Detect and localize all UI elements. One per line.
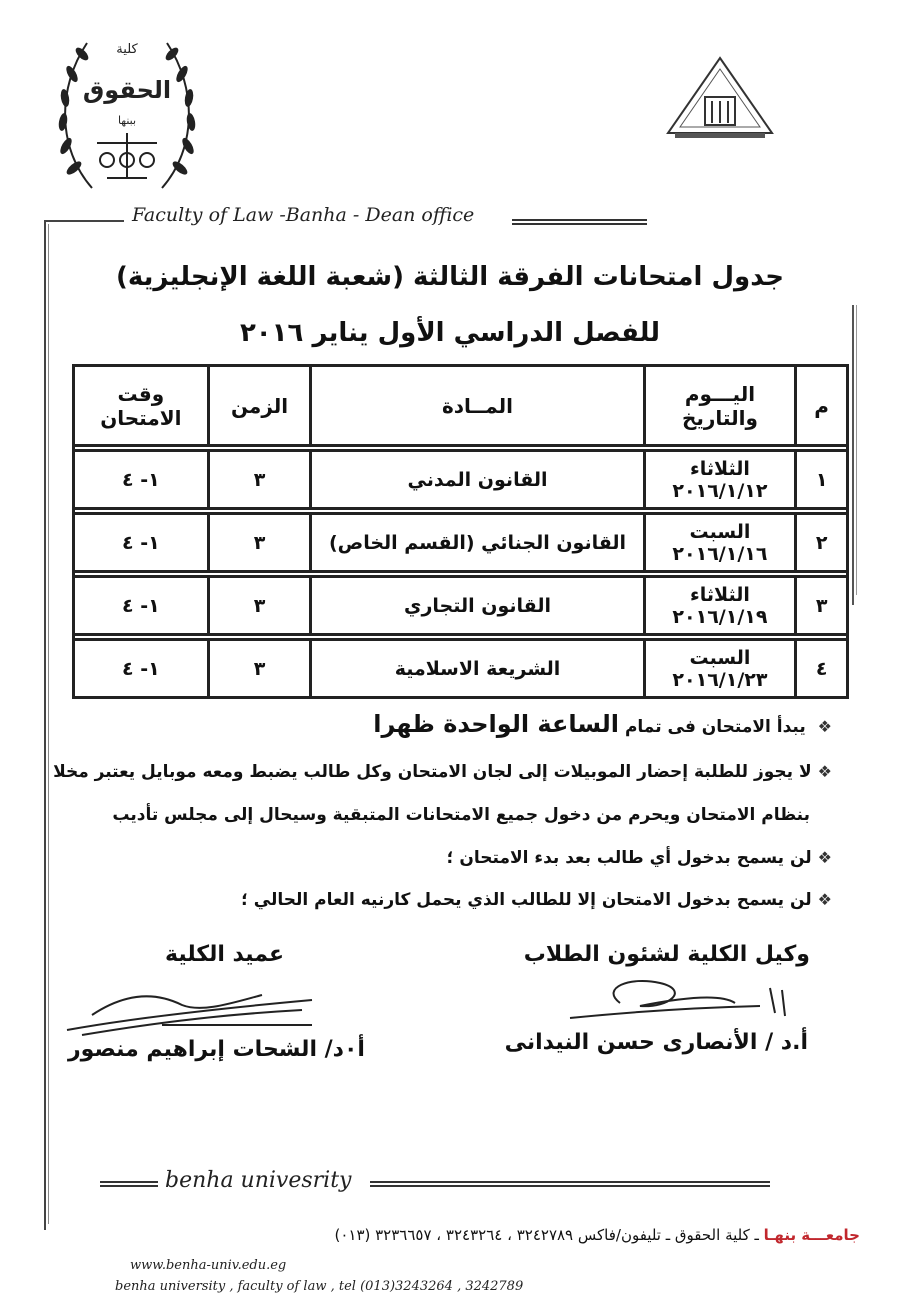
header-subject: المــادة <box>311 366 644 446</box>
dean-title: عميد الكلية <box>165 942 285 967</box>
row-duration: ٣ <box>208 514 311 572</box>
header-exam-time: وقت الامتحان <box>74 366 209 446</box>
header-day-date: اليـــوم والتاريخ <box>644 366 796 446</box>
row-num: ١ <box>796 451 848 509</box>
logo-text-top: كلية <box>116 42 138 57</box>
frame-right-border <box>852 305 854 605</box>
row-duration: ٣ <box>208 577 311 635</box>
row-exam-time: ١- ٤ <box>74 640 209 698</box>
page-title: جدول امتحانات الفرقة الثالثة (شعبة اللغة الإنجليزية) <box>116 262 784 292</box>
header-office-line: Faculty of Law -Banha - Dean office <box>132 204 475 226</box>
table-header-row <box>74 366 848 446</box>
row-date: ٢٠١٦/١/١٦ <box>672 542 768 565</box>
row-date: ٢٠١٦/١/٢٣ <box>672 668 768 691</box>
exam-schedule-table <box>72 364 849 699</box>
table-row <box>74 577 848 635</box>
row-day: السبت <box>689 646 751 669</box>
row-subject: الشريعة الاسلامية <box>311 640 644 698</box>
frame-left-border <box>44 220 46 1230</box>
row-day: الثلاثاء <box>690 583 750 606</box>
frame-right-inner-border <box>856 305 857 595</box>
note-mobile-line1: لا يجوز للطلبة إحضار الموبيلات إلى لجان الامتحان وكل طالب يضبط ومعه موبايل يعتبر مخلا <box>53 762 812 782</box>
frame-top-segment <box>44 220 124 222</box>
row-date: ٢٠١٦/١/١٩ <box>672 605 768 628</box>
diamond-bullet-icon: ❖ <box>817 848 832 867</box>
row-exam-time: ١- ٤ <box>74 451 209 509</box>
dean-name: أ٠د/ الشحات إبراهيم منصور <box>68 1037 365 1062</box>
footer-divider-right <box>370 1181 770 1187</box>
dean-signature-icon <box>62 985 322 1045</box>
table-row <box>74 514 848 572</box>
note-start-emphasis: الساعة الواحدة ظهرا <box>373 710 620 738</box>
row-num: ٤ <box>796 640 848 698</box>
row-num: ٣ <box>796 577 848 635</box>
table-row <box>74 640 848 698</box>
row-day-date <box>644 451 796 509</box>
row-exam-time: ١- ٤ <box>74 514 209 572</box>
note-mobile-ban <box>53 762 832 782</box>
diamond-bullet-icon: ❖ <box>817 890 832 909</box>
vice-dean-title: وكيل الكلية لشئون الطلاب <box>523 942 810 967</box>
vice-dean-signature-icon <box>560 968 800 1028</box>
row-subject: القانون المدني <box>311 451 644 509</box>
footer-small-contact: benha university , faculty of law , tel (013)3243264 , 3242789 <box>115 1279 524 1294</box>
row-day-date <box>644 514 796 572</box>
diamond-bullet-icon: ❖ <box>817 762 832 781</box>
note-id-text: لن يسمح بدخول الامتحان إلا للطالب الذي يحمل كارنيه العام الحالي ؛ <box>241 890 812 910</box>
header-divider <box>512 219 647 225</box>
footer-contact-details: ـ كلية الحقوق ـ تليفون/فاكس ٣٢٤٢٧٨٩ ، ٣٢٤٣٢٦٤ ، ٣٢٣٦٦٥٧ (٠١٣) <box>334 1226 764 1244</box>
row-num: ٢ <box>796 514 848 572</box>
row-exam-time: ١- ٤ <box>74 577 209 635</box>
footer-divider-left <box>100 1181 158 1187</box>
note-start-time <box>373 710 832 738</box>
page-subtitle: للفصل الدراسي الأول يناير ٢٠١٦ <box>239 318 661 348</box>
table-row <box>74 451 848 509</box>
note-late-text: لن يسمح بدخول أي طالب بعد بدء الامتحان ؛ <box>446 848 812 868</box>
row-duration: ٣ <box>208 640 311 698</box>
vice-dean-name: أ.د / الأنصارى حسن النيدانى <box>504 1030 808 1055</box>
row-date: ٢٠١٦/١/١٢ <box>672 479 768 502</box>
note-mobile-ban-continued: بنظام الامتحان ويحرم من دخول جميع الامتحانات المتبقية وسيحال إلى مجلس تأديب <box>112 805 810 825</box>
logo-text-main: الحقوق <box>82 76 172 104</box>
footer-university-text: benha univesrity <box>165 1168 352 1193</box>
row-day-date <box>644 640 796 698</box>
row-day: الثلاثاء <box>690 457 750 480</box>
footer-website: www.benha-univ.edu.eg <box>130 1258 287 1273</box>
row-day: السبت <box>689 520 751 543</box>
faculty-law-wreath-logo <box>52 18 202 208</box>
note-id-card <box>241 890 832 910</box>
note-start-prefix: يبدأ الامتحان فى تمام <box>624 717 806 737</box>
note-late-entry <box>447 848 832 868</box>
benha-university-logo <box>665 55 775 140</box>
header-duration: الزمن <box>208 366 311 446</box>
row-day-date <box>644 577 796 635</box>
footer-contact-line <box>334 1226 860 1244</box>
logo-text-bottom: ببنها <box>117 114 137 127</box>
header-num: م <box>796 366 848 446</box>
frame-left-inner-border <box>48 224 49 1224</box>
diamond-bullet-icon: ❖ <box>817 717 832 736</box>
row-subject: القانون التجاري <box>311 577 644 635</box>
row-subject: القانون الجنائي (القسم الخاص) <box>311 514 644 572</box>
footer-university-name: جامعـــة بنهـا <box>763 1226 860 1244</box>
row-duration: ٣ <box>208 451 311 509</box>
